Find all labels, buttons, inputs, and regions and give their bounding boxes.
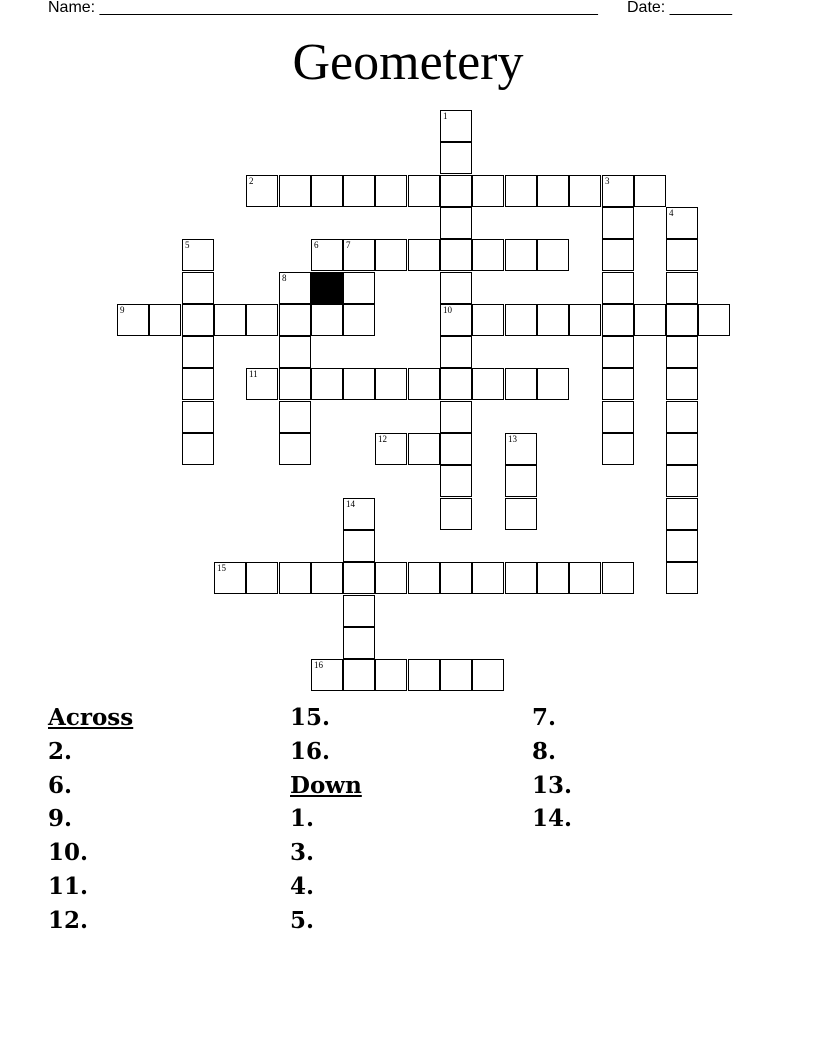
clue-item: 10.: [48, 839, 89, 867]
clue-number: 6: [314, 240, 319, 250]
crossword-cell[interactable]: [602, 433, 634, 465]
crossword-cell[interactable]: [666, 207, 698, 239]
crossword-cell[interactable]: [408, 368, 440, 400]
crossword-cell[interactable]: [440, 272, 472, 304]
clue-item: 16.: [290, 737, 331, 765]
crossword-cell[interactable]: [279, 562, 311, 594]
crossword-cell[interactable]: [279, 272, 311, 304]
crossword-cell[interactable]: [666, 562, 698, 594]
clue-column: [290, 701, 490, 938]
crossword-cell[interactable]: [602, 272, 634, 304]
clue-number: 15: [217, 563, 226, 573]
clue-number: 16: [314, 660, 323, 670]
crossword-cell[interactable]: [666, 304, 698, 336]
crossword-cell[interactable]: [666, 530, 698, 562]
crossword-cell[interactable]: [666, 336, 698, 368]
clue-item: 1.: [290, 805, 315, 833]
name-field-label: Name: ________________________________________________________: [48, 0, 598, 16]
crossword-cell[interactable]: [343, 659, 375, 691]
clue-number: 13: [508, 434, 517, 444]
crossword-cell[interactable]: [182, 272, 214, 304]
crossword-cell[interactable]: [343, 368, 375, 400]
clue-item: 14.: [532, 805, 573, 833]
clue-number: 11: [249, 369, 258, 379]
crossword-cell[interactable]: [311, 239, 343, 271]
crossword-cell[interactable]: [279, 433, 311, 465]
crossword-cell[interactable]: [408, 175, 440, 207]
crossword-cell[interactable]: [634, 304, 666, 336]
crossword-cell[interactable]: [408, 239, 440, 271]
crossword-cell[interactable]: [182, 239, 214, 271]
crossword-cell[interactable]: [472, 175, 504, 207]
crossword-cell[interactable]: [440, 239, 472, 271]
clue-number: 7: [346, 240, 351, 250]
crossword-cell[interactable]: [666, 368, 698, 400]
crossword-cell[interactable]: [375, 433, 407, 465]
crossword-cell[interactable]: [505, 175, 537, 207]
crossword-cell[interactable]: [182, 401, 214, 433]
crossword-cell[interactable]: [279, 336, 311, 368]
clue-item: 2.: [48, 737, 73, 765]
crossword-cell[interactable]: [634, 175, 666, 207]
clue-number: 9: [120, 305, 125, 315]
crossword-cell[interactable]: [569, 562, 601, 594]
clue-heading: Down: [290, 771, 362, 799]
clue-item: 15.: [290, 704, 331, 731]
crossword-cell[interactable]: [375, 368, 407, 400]
clue-number: 4: [669, 208, 674, 218]
crossword-cell[interactable]: [440, 110, 472, 142]
crossword-cell[interactable]: [602, 401, 634, 433]
crossword-cell[interactable]: [537, 304, 569, 336]
crossword-cell[interactable]: [505, 498, 537, 530]
clue-number: 10: [443, 305, 452, 315]
clue-heading: Across: [48, 704, 134, 731]
crossword-cell[interactable]: [666, 465, 698, 497]
crossword-cell[interactable]: [666, 433, 698, 465]
crossword-cell[interactable]: [182, 304, 214, 336]
crossword-cell[interactable]: [440, 336, 472, 368]
crossword-cell[interactable]: [440, 401, 472, 433]
crossword-cell[interactable]: [537, 368, 569, 400]
crossword-cell[interactable]: [182, 368, 214, 400]
crossword-cell[interactable]: [602, 368, 634, 400]
crossword-cell[interactable]: [602, 239, 634, 271]
crossword-cell[interactable]: [505, 368, 537, 400]
crossword-cell[interactable]: [343, 239, 375, 271]
crossword-cell[interactable]: [311, 562, 343, 594]
crossword-cell[interactable]: [537, 175, 569, 207]
crossword-cell[interactable]: [472, 304, 504, 336]
clue-number: 14: [346, 499, 355, 509]
clue-item: 9.: [48, 805, 73, 833]
crossword-cell[interactable]: [440, 368, 472, 400]
crossword-cell[interactable]: [311, 175, 343, 207]
crossword-cell[interactable]: [408, 562, 440, 594]
clue-item: 13.: [532, 771, 573, 799]
crossword-cell[interactable]: [279, 304, 311, 336]
crossword-cell[interactable]: [408, 433, 440, 465]
crossword-cell[interactable]: [440, 465, 472, 497]
crossword-cell[interactable]: [666, 401, 698, 433]
crossword-cell[interactable]: [505, 239, 537, 271]
crossword-cell[interactable]: [343, 627, 375, 659]
clue-item: 3.: [290, 839, 315, 867]
crossword-cell[interactable]: [602, 562, 634, 594]
clue-item: 6.: [48, 771, 73, 799]
crossword-cell[interactable]: [505, 433, 537, 465]
crossword-cell[interactable]: [569, 175, 601, 207]
crossword-cell[interactable]: [602, 175, 634, 207]
crossword-cell[interactable]: [375, 175, 407, 207]
crossword-cell[interactable]: [311, 368, 343, 400]
crossword-cell[interactable]: [472, 239, 504, 271]
crossword-cell[interactable]: [440, 433, 472, 465]
crossword-cell[interactable]: [279, 368, 311, 400]
crossword-cell[interactable]: [666, 239, 698, 271]
crossword-cell[interactable]: [149, 304, 181, 336]
crossword-cell[interactable]: [505, 465, 537, 497]
clue-item: 5.: [290, 906, 315, 934]
crossword-cell[interactable]: [343, 175, 375, 207]
clue-column: [48, 701, 248, 938]
crossword-cell[interactable]: [214, 304, 246, 336]
clue-number: 1: [443, 111, 448, 121]
crossword-cell[interactable]: [375, 562, 407, 594]
crossword-cell[interactable]: [214, 562, 246, 594]
crossword-cell[interactable]: [440, 142, 472, 174]
crossword-cell[interactable]: [182, 433, 214, 465]
crossword-cell[interactable]: [698, 304, 730, 336]
crossword-cell[interactable]: [182, 336, 214, 368]
crossword-cell[interactable]: [440, 498, 472, 530]
crossword-cell[interactable]: [343, 530, 375, 562]
crossword-cell[interactable]: [246, 562, 278, 594]
crossword-cell[interactable]: [440, 562, 472, 594]
crossword-cell[interactable]: [472, 368, 504, 400]
crossword-cell[interactable]: [375, 659, 407, 691]
clue-number: 5: [185, 240, 190, 250]
crossword-cell[interactable]: [537, 562, 569, 594]
crossword-cell[interactable]: [343, 498, 375, 530]
crossword-cell[interactable]: [505, 304, 537, 336]
crossword-cell[interactable]: [440, 175, 472, 207]
clue-item: 4.: [290, 872, 315, 900]
crossword-cell[interactable]: [602, 304, 634, 336]
crossword-cell[interactable]: [343, 272, 375, 304]
crossword-cell[interactable]: [343, 304, 375, 336]
crossword-cell[interactable]: [602, 207, 634, 239]
crossword-cell[interactable]: [343, 562, 375, 594]
crossword-cell[interactable]: [472, 562, 504, 594]
crossword-cell[interactable]: [440, 659, 472, 691]
clue-item: 11.: [48, 872, 89, 900]
crossword-cell[interactable]: [537, 239, 569, 271]
crossword-cell[interactable]: [602, 336, 634, 368]
clue-item: 8.: [532, 737, 557, 765]
crossword-cell[interactable]: [440, 207, 472, 239]
clue-number: 3: [605, 176, 610, 186]
clue-item: 7.: [532, 704, 557, 731]
crossword-cell[interactable]: [246, 175, 278, 207]
crossword-cell[interactable]: [472, 659, 504, 691]
crossword-cell[interactable]: [408, 659, 440, 691]
crossword-cell[interactable]: [279, 175, 311, 207]
crossword-cell[interactable]: [569, 304, 601, 336]
crossword-cell[interactable]: [279, 401, 311, 433]
clue-number: 2: [249, 176, 254, 186]
date-field-label: Date: _______: [627, 0, 732, 16]
clue-number: 8: [282, 273, 287, 283]
crossword-cell[interactable]: [246, 368, 278, 400]
clue-item: 12.: [48, 906, 89, 934]
crossword-block-cell: [311, 272, 343, 304]
crossword-cell[interactable]: [311, 659, 343, 691]
crossword-cell[interactable]: [343, 595, 375, 627]
crossword-cell[interactable]: [117, 304, 149, 336]
crossword-cell[interactable]: [311, 304, 343, 336]
crossword-cell[interactable]: [440, 304, 472, 336]
page-title: Geometery: [292, 34, 524, 91]
crossword-cell[interactable]: [505, 562, 537, 594]
crossword-cell[interactable]: [666, 272, 698, 304]
crossword-cell[interactable]: [246, 304, 278, 336]
clue-number: 12: [378, 434, 387, 444]
crossword-cell[interactable]: [666, 498, 698, 530]
clue-column: [532, 701, 732, 836]
crossword-cell[interactable]: [375, 239, 407, 271]
